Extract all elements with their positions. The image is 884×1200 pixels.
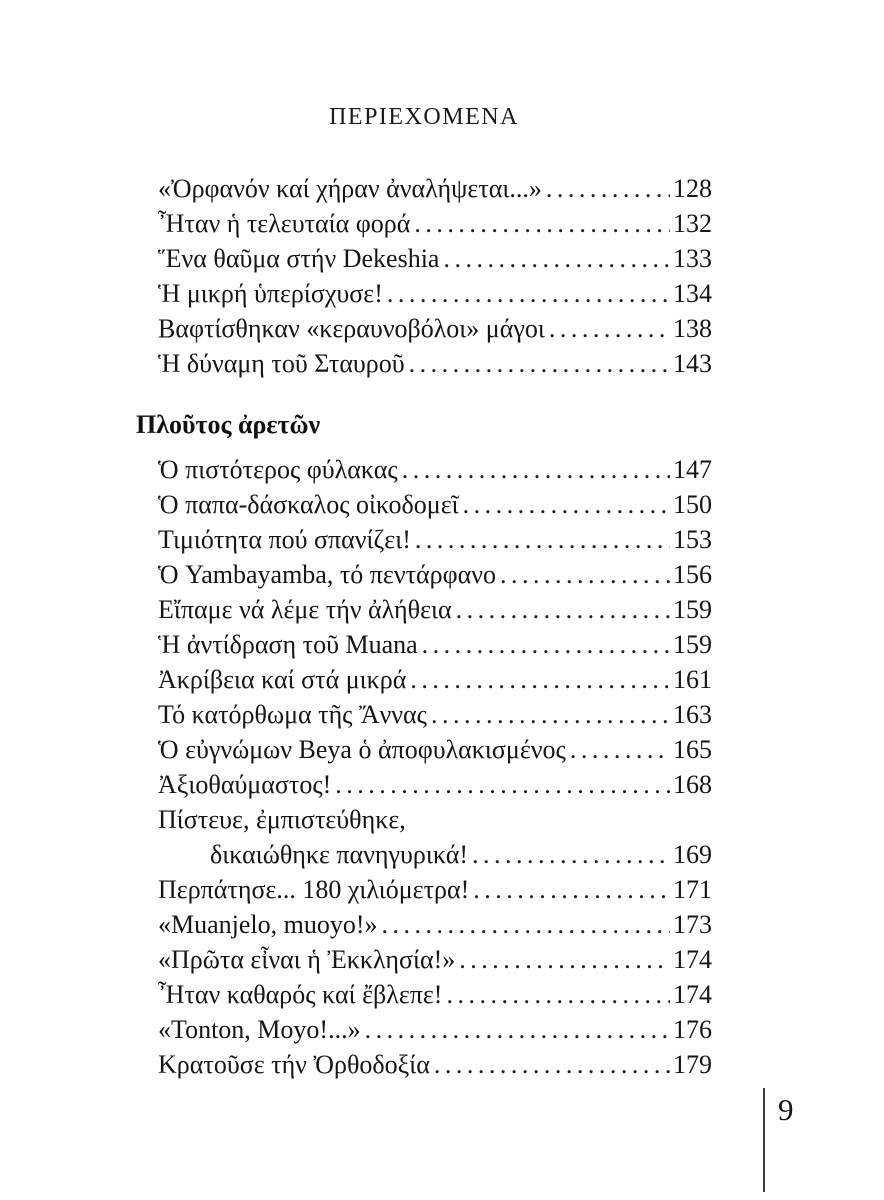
toc-entry: [136, 627, 712, 662]
toc-leader-dots: [415, 522, 670, 557]
toc-entry-title: Περπάτησε... 180 χιλιόμετρα!: [158, 875, 470, 904]
page-content: [136, 103, 712, 1082]
toc-entry-page-number: 159: [673, 630, 712, 659]
toc-leader-dots: [446, 977, 670, 1012]
toc-entry-title: Ἡ ἀντίδραση τοῦ Muana: [158, 630, 418, 659]
folio-page-number: 9: [778, 1092, 794, 1127]
toc-leader-dots: [409, 346, 670, 381]
toc-leader-dots: [500, 557, 670, 592]
toc-entry-title: «Tonton, Moyo!...»: [158, 1015, 361, 1044]
toc-leader-dots: [459, 942, 670, 977]
toc-entry: [136, 1012, 712, 1047]
toc-leader-dots: [382, 907, 670, 942]
toc-leader-dots: [473, 872, 670, 907]
toc-entry: [136, 206, 712, 241]
toc-entry-title: Ἦταν καθαρός καί ἔβλεπε!: [158, 980, 443, 1009]
toc-entry: [136, 767, 712, 802]
toc-entry-page-number: 138: [673, 314, 712, 343]
toc-leader-dots: [365, 1012, 670, 1047]
toc-leader-dots: [335, 767, 670, 802]
toc-leader-dots: [456, 592, 670, 627]
toc-entry-page-number: 128: [673, 174, 712, 203]
toc-leader-dots: [434, 1047, 670, 1082]
toc-entry-page-number: 150: [673, 490, 712, 519]
toc-leader-dots: [546, 171, 670, 206]
toc-entry: [136, 802, 712, 837]
toc-entry-title: Ὁ Yambayamba, τό πεντάρφανο: [158, 560, 497, 589]
toc-entry: [136, 732, 712, 767]
toc-entry: [136, 522, 712, 557]
toc-entry-title: Εἴπαμε νά λέμε τήν ἀλήθεια: [158, 595, 452, 624]
toc-entry-page-number: 153: [673, 525, 712, 554]
toc-entry-title: Ἡ μικρή ὑπερίσχυσε!: [158, 279, 383, 308]
toc-entry: [136, 346, 712, 381]
toc-entry-page-number: 169: [673, 840, 712, 869]
toc-entry: [136, 907, 712, 942]
toc-entry-title: Τό κατόρθωμα τῆς Ἄννας: [158, 700, 427, 729]
toc-entry-title: «Πρῶτα εἶναι ἡ Ἐκκλησία!»: [158, 945, 456, 974]
toc-entry: [136, 977, 712, 1012]
toc-entry: [136, 557, 712, 592]
toc-entry-page-number: 174: [673, 945, 712, 974]
toc-entry: [136, 592, 712, 627]
toc-entry: [136, 942, 712, 977]
toc-entry: [136, 872, 712, 907]
toc-leader-dots: [443, 241, 670, 276]
page-title: ΠΕΡΙΕΧΟΜΕΝΑ: [329, 104, 519, 130]
toc-entry: [136, 241, 712, 276]
toc-entry-title: Ὁ παπα-δάσκαλος οἰκοδομεῖ: [158, 490, 459, 519]
toc-entry-title: Τιμιότητα πού σπανίζει!: [158, 525, 411, 554]
toc-leader-dots: [431, 697, 670, 732]
toc-leader-dots: [414, 206, 670, 241]
toc-entry-title: Ἕνα θαῦμα στήν Dekeshia: [158, 244, 440, 273]
toc-entry-title: «Ὀρφανόν καί χήραν ἀναλήψεται...»: [158, 174, 542, 203]
toc-entry-title: «Muanjelo, muoyo!»: [158, 910, 378, 939]
toc-entry: [136, 1047, 712, 1082]
toc-leader-dots: [410, 662, 670, 697]
toc-entry-title: Ἀξιοθαύμαστος!: [158, 770, 332, 799]
toc-entry-page-number: 174: [673, 980, 712, 1009]
toc-entry-page-number: 176: [673, 1015, 712, 1044]
toc-entry-title: Κρατοῦσε τήν Ὀρθοδοξία: [158, 1050, 430, 1079]
folio: [763, 1088, 794, 1192]
toc-entry-title: Ἡ δύναμη τοῦ Σταυροῦ: [158, 349, 405, 378]
toc-entry: [136, 487, 712, 522]
toc-entry: [136, 452, 712, 487]
toc-entry-page-number: 159: [673, 595, 712, 624]
toc-entry-page-number: 163: [673, 700, 712, 729]
toc-entry-page-number: 156: [673, 560, 712, 589]
toc-entry-page-number: 165: [673, 735, 712, 764]
toc-leader-dots: [387, 276, 670, 311]
toc-entry: [136, 662, 712, 697]
toc-entry-page-number: 173: [673, 910, 712, 939]
folio-rule: [763, 1088, 765, 1192]
toc-leader-dots: [549, 311, 670, 346]
toc-entry: [136, 276, 712, 311]
toc-entry: [136, 697, 712, 732]
toc-entry-title: Βαφτίσθηκαν «κεραυνοβόλοι» μάγοι: [158, 314, 545, 343]
toc-entry-continuation: [136, 837, 712, 872]
toc-entry-title: Ὁ πιστότερος φύλακας: [158, 455, 398, 484]
toc-entry-page-number: 134: [673, 279, 712, 308]
toc-entry-page-number: 143: [673, 349, 712, 378]
toc-leader-dots: [472, 837, 670, 872]
toc-entry-title-continued: δικαιώθηκε πανηγυρικά!: [210, 840, 469, 869]
toc-entry-page-number: 171: [673, 875, 712, 904]
toc-entry-title: Ἦταν ἡ τελευταία φορά: [158, 209, 411, 238]
toc-entry-page-number: 161: [673, 665, 712, 694]
toc-section-heading: Πλοῦτος ἀρετῶν: [136, 410, 321, 439]
toc-entry-page-number: 132: [673, 209, 712, 238]
toc-leader-dots: [463, 487, 670, 522]
toc: [136, 171, 712, 1082]
toc-leader-dots: [402, 452, 670, 487]
toc-leader-dots: [570, 732, 670, 767]
toc-entry-page-number: 168: [673, 770, 712, 799]
toc-entry: [136, 171, 712, 206]
toc-leader-dots: [422, 627, 670, 662]
toc-entry-title: Ὁ εὐγνώμων Beya ὁ ἀποφυλακισμένος: [158, 735, 566, 764]
toc-entry: [136, 311, 712, 346]
toc-entry-title: Ἀκρίβεια καί στά μικρά: [158, 665, 407, 694]
toc-entry-page-number: 179: [673, 1050, 712, 1079]
toc-entry-page-number: 147: [673, 455, 712, 484]
toc-entry-page-number: 133: [673, 244, 712, 273]
toc-entry-title: Πίστευε, ἐμπιστεύθηκε,: [158, 805, 406, 834]
